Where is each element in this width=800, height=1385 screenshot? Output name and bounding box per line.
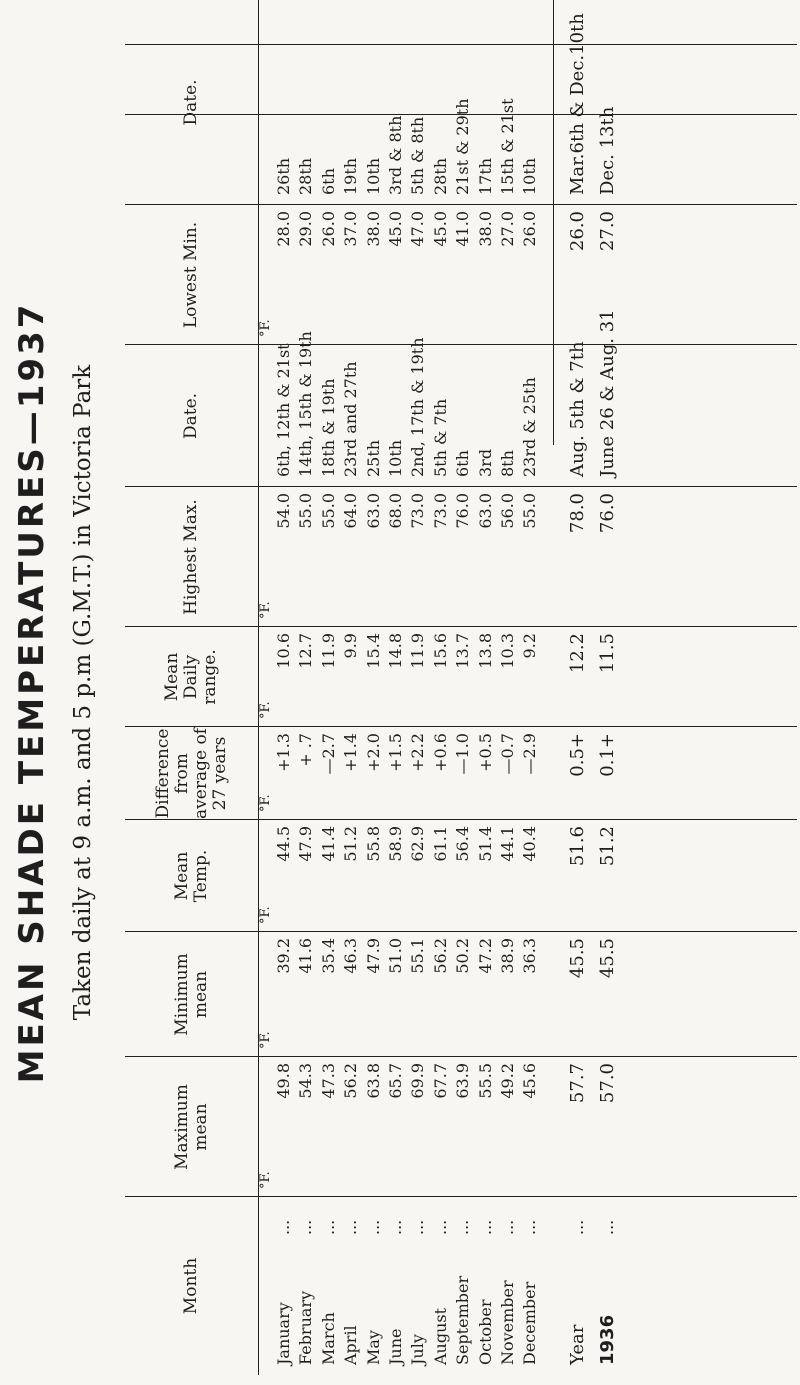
1936-row-daily-range: 11.5 [596,633,618,674]
1936-row-mean-temp: 51.2 [596,826,618,867]
1936-row-lowest-date: Dec. 13th [596,106,618,195]
year-row-daily-range: 12.2 [566,633,588,674]
highest-max-cell: 56.0 [498,493,517,529]
month-cell: August [430,1307,450,1365]
highest-max-cell: 64.0 [341,493,361,529]
leader-dots: ... [597,1219,617,1235]
lowest-min-cell: 38.0 [363,211,383,247]
table-rule-header [258,0,259,1375]
highest-date-cell: 8th [498,450,517,477]
month-cell: December [520,1281,540,1365]
maximum-mean-cell: 63.8 [363,1063,383,1099]
1936-row-maximum-mean: 57.0 [596,1063,618,1104]
difference-cell: —2.7 [318,733,338,775]
header-month: Month [181,1257,201,1315]
header-maximum-mean: Maximum mean [171,1084,211,1170]
unit-label: °F. [258,701,273,719]
difference-cell: —2.9 [520,733,540,775]
unit-label: °F. [258,1031,273,1049]
maximum-mean-cell: 69.9 [408,1063,428,1099]
year-row-lowest-date: Mar.6th & Dec.10th [566,13,588,195]
leader-dots: ... [430,1219,450,1235]
lowest-min-cell: 27.0 [498,211,517,247]
lowest-date-cell: 10th [520,157,540,195]
maximum-mean-cell: 63.9 [453,1063,473,1099]
unit-label: °F. [258,906,273,924]
highest-date-cell: 5th & 7th [430,398,450,477]
minimum-mean-cell: 47.9 [363,938,383,974]
highest-date-cell: 2nd, 17th & 19th [408,337,428,477]
lowest-date-cell: 17th [475,157,495,195]
lowest-date-cell: 10th [363,157,383,195]
mean-temp-cell: 41.4 [318,826,338,862]
mean-temp-cell: 51.2 [341,826,361,862]
lowest-date-cell: 3rd & 8th [386,115,405,195]
month-cell: March [318,1312,338,1365]
highest-max-cell: 63.0 [363,493,383,529]
daily-range-cell: 9.2 [520,633,540,659]
table-rule-totals [553,0,554,445]
lowest-min-cell: 26.0 [520,211,540,247]
daily-range-cell: 15.4 [363,633,383,669]
maximum-mean-cell: 49.8 [274,1063,293,1099]
unit-label: °F. [258,319,273,337]
minimum-mean-cell: 36.3 [520,938,540,974]
highest-date-cell: 18th & 19th [318,378,338,477]
leader-dots: ... [363,1219,383,1235]
lowest-date-cell: 21st & 29th [453,98,473,195]
minimum-mean-cell: 35.4 [318,938,338,974]
highest-max-cell: 54.0 [274,493,293,529]
lowest-date-cell: 26th [274,157,293,195]
maximum-mean-cell: 47.3 [318,1063,338,1099]
header-daily-range: Mean Daily range. [162,649,220,705]
lowest-date-cell: 6th [318,168,338,195]
lowest-min-cell: 26.0 [318,211,338,247]
highest-max-cell: 68.0 [386,493,405,529]
highest-max-cell: 76.0 [453,493,473,529]
month-cell: May [363,1330,383,1365]
maximum-mean-cell: 55.5 [475,1063,495,1099]
1936-row-highest-max: 76.0 [596,493,618,534]
maximum-mean-cell: 45.6 [520,1063,540,1099]
lowest-min-cell: 29.0 [296,211,316,247]
daily-range-cell: 9.9 [341,633,361,659]
1936-row-month: 1936 [596,1314,618,1365]
leader-dots: ... [520,1219,540,1235]
daily-range-cell: 15.6 [430,633,450,669]
leader-dots: ... [318,1219,338,1235]
highest-max-cell: 73.0 [408,493,428,529]
page-title: MEAN SHADE TEMPERATURES—1937 [12,301,52,1084]
lowest-min-cell: 45.0 [386,211,405,247]
month-cell: February [296,1290,316,1365]
highest-date-cell: 25th [363,439,383,477]
highest-max-cell: 55.0 [318,493,338,529]
maximum-mean-cell: 67.7 [430,1063,450,1099]
lowest-date-cell: 19th [341,157,361,195]
month-cell: October [475,1299,495,1365]
highest-date-cell: 10th [386,439,405,477]
daily-range-cell: 11.9 [408,633,428,669]
highest-date-cell: 23rd and 27th [341,361,361,477]
year-row-maximum-mean: 57.7 [566,1063,588,1104]
header-lowest-date: Date. [181,79,201,126]
mean-temp-cell: 62.9 [408,826,428,862]
year-row-highest-date: Aug. 5th & 7th [566,341,588,477]
highest-date-cell: 6th [453,450,473,477]
month-cell: July [408,1334,428,1365]
daily-range-cell: 12.7 [296,633,316,669]
temperature-table [125,0,797,1375]
leader-dots: ... [408,1219,428,1235]
lowest-min-cell: 37.0 [341,211,361,247]
unit-label: °F. [258,601,273,619]
difference-cell: +1.3 [274,733,293,772]
leader-dots: ... [567,1219,587,1235]
mean-temp-cell: 44.5 [274,826,293,862]
difference-cell: +1.5 [386,733,405,772]
1936-row-lowest-min: 27.0 [596,211,618,252]
highest-max-cell: 55.0 [520,493,540,529]
mean-temp-cell: 51.4 [475,826,495,862]
minimum-mean-cell: 55.1 [408,938,428,974]
year-row-mean-temp: 51.6 [566,826,588,867]
mean-temp-cell: 58.9 [386,826,405,862]
lowest-min-cell: 38.0 [475,211,495,247]
mean-temp-cell: 44.1 [498,826,517,862]
minimum-mean-cell: 50.2 [453,938,473,974]
year-row-minimum-mean: 45.5 [566,938,588,979]
difference-cell: + .7 [296,733,316,767]
lowest-date-cell: 28th [296,157,316,195]
lowest-date-cell: 28th [430,157,450,195]
highest-max-cell: 73.0 [430,493,450,529]
minimum-mean-cell: 56.2 [430,938,450,974]
lowest-min-cell: 47.0 [408,211,428,247]
minimum-mean-cell: 39.2 [274,938,293,974]
header-highest-max: Highest Max. [181,499,201,615]
highest-date-cell: 14th, 15th & 19th [296,331,316,477]
year-row-highest-max: 78.0 [566,493,588,534]
difference-cell: +1.4 [341,733,361,772]
lowest-min-cell: 45.0 [430,211,450,247]
maximum-mean-cell: 54.3 [296,1063,316,1099]
header-lowest-min: Lowest Min. [181,221,201,329]
unit-label: °F. [258,794,273,812]
minimum-mean-cell: 46.3 [341,938,361,974]
lowest-min-cell: 41.0 [453,211,473,247]
mean-temp-cell: 61.1 [430,826,450,862]
maximum-mean-cell: 65.7 [386,1063,405,1099]
lowest-date-cell: 15th & 21st [498,98,517,195]
difference-cell: —1.0 [453,733,473,775]
mean-temp-cell: 40.4 [520,826,540,862]
minimum-mean-cell: 51.0 [386,938,405,974]
highest-date-cell: 3rd [475,448,495,477]
month-cell: January [274,1302,293,1365]
highest-date-cell: 23rd & 25th [520,377,540,477]
difference-cell: +0.6 [430,733,450,772]
header-minimum-mean: Minimum mean [171,953,211,1036]
1936-row-highest-date: June 26 & Aug. 31 [596,309,618,477]
mean-temp-cell: 47.9 [296,826,316,862]
daily-range-cell: 10.6 [274,633,293,669]
month-cell: November [498,1280,517,1365]
maximum-mean-cell: 49.2 [498,1063,517,1099]
month-cell: September [453,1275,473,1365]
mean-temp-cell: 56.4 [453,826,473,862]
daily-range-cell: 13.7 [453,633,473,669]
difference-cell: +2.0 [363,733,383,772]
daily-range-cell: 14.8 [386,633,405,669]
header-difference: Difference from average of 27 years [152,728,230,819]
month-cell: June [386,1328,405,1365]
difference-cell: +0.5 [475,733,495,772]
lowest-date-cell: 5th & 8th [408,116,428,195]
minimum-mean-cell: 41.6 [296,938,316,974]
daily-range-cell: 11.9 [318,633,338,669]
leader-dots: ... [296,1219,316,1235]
leader-dots: ... [453,1219,473,1235]
highest-max-cell: 55.0 [296,493,316,529]
difference-cell: +2.2 [408,733,428,772]
daily-range-cell: 13.8 [475,633,495,669]
leader-dots: ... [386,1219,405,1235]
leader-dots: ... [341,1219,361,1235]
page-subtitle: Taken daily at 9 a.m. and 5 p.m (G.M.T.) in Victoria Park [70,364,96,1021]
leader-dots: ... [274,1219,293,1235]
highest-max-cell: 63.0 [475,493,495,529]
leader-dots: ... [475,1219,495,1235]
lowest-min-cell: 28.0 [274,211,293,247]
leader-dots: ... [498,1219,517,1235]
header-highest-date: Date. [181,392,201,440]
1936-row-difference: 0.1+ [596,733,618,777]
unit-label: °F. [258,1171,273,1189]
mean-temp-cell: 55.8 [363,826,383,862]
month-cell: April [341,1325,361,1365]
minimum-mean-cell: 47.2 [475,938,495,974]
daily-range-cell: 10.3 [498,633,517,669]
year-row-difference: 0.5+ [566,733,588,777]
minimum-mean-cell: 38.9 [498,938,517,974]
header-mean-temp: Mean Temp. [171,849,211,903]
year-row-month: Year [566,1324,588,1365]
year-row-lowest-min: 26.0 [566,211,588,252]
difference-cell: —0.7 [498,733,517,775]
maximum-mean-cell: 56.2 [341,1063,361,1099]
1936-row-minimum-mean: 45.5 [596,938,618,979]
highest-date-cell: 6th, 12th & 21st [274,343,293,477]
